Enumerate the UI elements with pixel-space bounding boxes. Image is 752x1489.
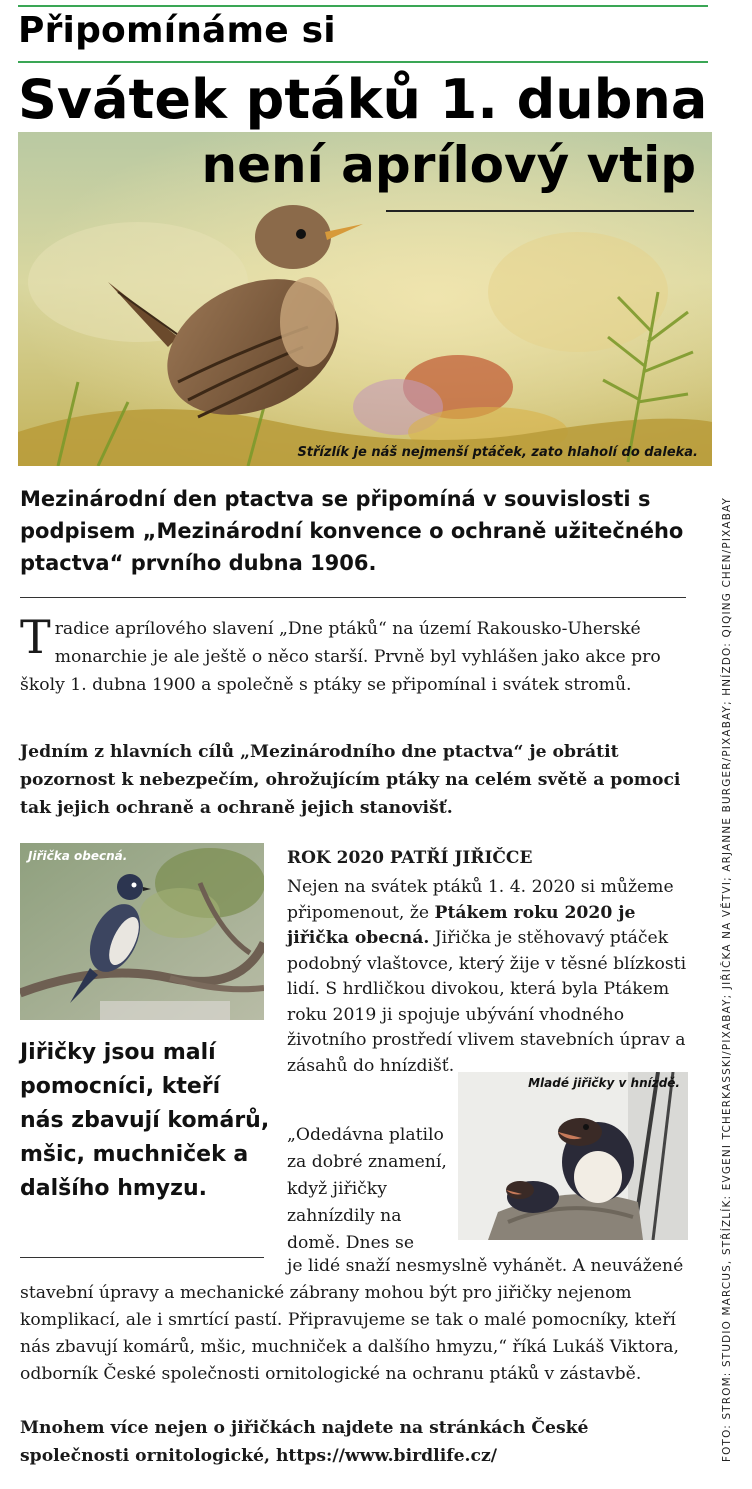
body-paragraph-1-text: radice aprílového slavení „Dne ptáků“ na území Rakousko-Uherské monarchie je ale ještě o něco starší. Prvně byl vyhlášen jako akce pro školy 1. dubna 1900 a společně s ptáky se připomínal i svátek stromů. xyxy=(20,619,661,695)
body-paragraph-4: „Odedávna platilo za dobré znamení, když jiřičky zahnízdily na domě. Dnes se xyxy=(287,1125,447,1253)
section-title: ROK 2020 PATŘÍ JIŘIČCE xyxy=(287,848,533,868)
nest-photo xyxy=(458,1072,688,1240)
body-paragraph-3-a: Nejen na svátek ptáků 1. 4. 2020 si můžeme připomenout, že xyxy=(287,877,674,923)
pull-quote-divider xyxy=(20,1257,264,1258)
body-paragraph-3 xyxy=(287,875,701,1079)
swallow-photo xyxy=(20,843,264,1020)
headline-line-2: není aprílový vtip xyxy=(201,136,696,194)
headline-line-1: Svátek ptáků 1. dubna xyxy=(18,68,708,131)
closing-paragraph: Mnohem více nejen o jiřičkách najdete na stránkách České společnosti ornitologické, https://www.birdlife.cz/ xyxy=(20,1418,589,1466)
lead-paragraph: Mezinárodní den ptactva se připomíná v souvislosti s podpisem „Mezinárodní konvence o ochraně užitečného ptactva“ prvního dubna 1906. xyxy=(20,487,684,575)
swallow-photo-label: Jiřička obecná. xyxy=(28,849,128,863)
pull-quote: Jiřičky jsou malí pomocníci, kteří nás zbavují komárů, mšic, muchniček a dalšího hmyzu. xyxy=(20,1040,270,1201)
headline-underline xyxy=(386,210,694,212)
drop-cap: T xyxy=(20,610,51,664)
hero-photo-wren xyxy=(18,132,712,466)
kicker-green-rule xyxy=(18,61,708,63)
bird-of-year-highlight: Ptákem roku 2020 je jiřička obecná. xyxy=(287,902,636,948)
body-paragraph-1 xyxy=(20,610,700,699)
hero-caption: Střízlík je náš nejmenší ptáček, zato hlaholí do daleka. xyxy=(297,445,698,460)
body-paragraph-5-first-line: je lidé snaží nesmyslně vyhánět. A neuvážené xyxy=(287,1256,684,1276)
nest-photo-label: Mladé jiřičky v hnízdě. xyxy=(528,1076,680,1090)
body-paragraph-3-b: Jiřička je stěhovavý ptáček podobný vlaštovce, který žije v těsné blízkosti lidí. S hrdličkou divokou, která byla Ptákem roku 2019 ji spojuje ubývání vhodného životního prostředí vlivem stavebních úprav a zásahů do hnízdišť. xyxy=(287,928,687,1076)
body-paragraph-5: stavební úpravy a mechanické zábrany mohou být pro jiřičky nejenom komplikací, ale i smrtící pastí. Připravujeme se tak o malé pomocníky, kteří nás zbavují komárů, mšic, muchniček a dalšího hmyzu,“ říká Lukáš Viktora, odborník České společnosti ornitologické na ochranu ptáků v zástavbě. xyxy=(20,1283,680,1384)
swallow-illustration xyxy=(20,843,264,1020)
lead-divider xyxy=(20,597,686,598)
photo-credit: FOTO: STROM: STUDIO MARCUS, STŘÍZLÍK: EVGENI TCHERKASSKI/PIXABAY; JIŘIČKA NA VĚTVI; ARJANNE BURGER/PIXABAY; HNÍZDO: QIQING CHEN/PIXABAY xyxy=(721,496,733,1462)
body-paragraph-2: Jedním z hlavních cílů „Mezinárodního dne ptactva“ je obrátit pozornost k nebezpečím, ohrožujícím ptáky na celém světě a pomoci tak jejich ochraně a ochraně jejich stanovišť. xyxy=(20,742,681,818)
kicker: Připomínáme si xyxy=(18,10,336,51)
top-green-rule xyxy=(18,5,708,7)
nest-illustration xyxy=(458,1072,688,1240)
